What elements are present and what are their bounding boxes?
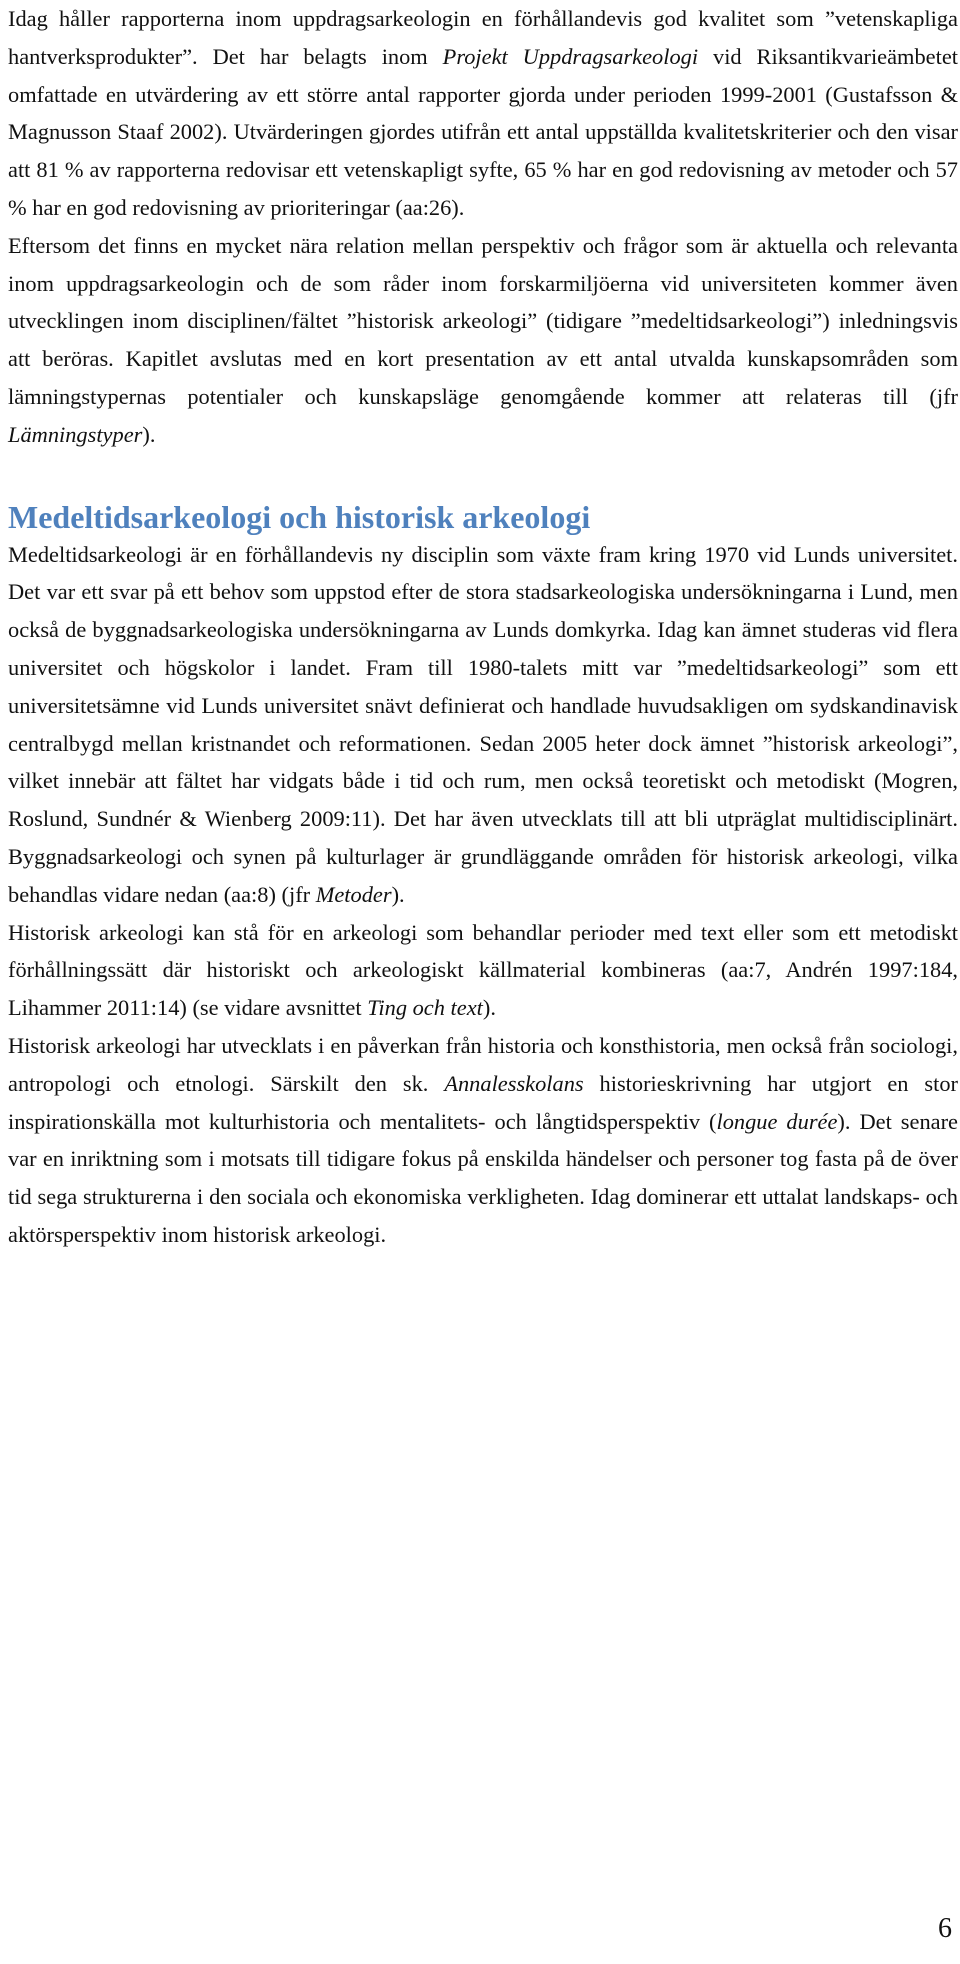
paragraph-text: Medeltidsarkeologi är en förhållandevis ny disciplin som växte fram kring 1970 vid Lunds universitet. Det var ett svar på ett behov som uppstod efter de stora stadsarkeologiska undersökningarna i Lund, men också de byggnadsarkeologiska undersökningarna av Lunds domkyrka. Idag kan ämnet studeras vid flera universitet och högskolor i landet. Fram till 1980-talets mitt var ”medeltidsarkeologi” som ett universitetsämne vid Lunds universitet snävt definierat och handlade huvudsakligen om sydskandinavisk centralbygd mellan kristnandet och reformationen. Sedan 2005 heter dock ämnet ”historisk arkeologi”, vilket innebär att fältet har vidgats både i tid och rum, men också teoretiskt och metodiskt (Mogren, Roslund, Sundnér & Wienberg 2009:11). Det har även utvecklats till att bli utpräglat multidisciplinärt. Byggnadsarkeologi och synen på kulturlager är grundläggande områden för historisk arkeologi, vilka behandlas vidare nedan (aa:8) (jfr xyxy=(8,541,958,907)
paragraph-influences xyxy=(8,1027,958,1254)
paragraph-text: vid Riksantikvarieämbetet omfattade en utvärdering av ett större antal rapporter gjorda under perioden 1999-2001 (Gustafsson & Magnusson Staaf 2002). Utvärderingen gjordes utifrån ett antal uppställda kvalitetskriterier och den visar att 81 % av rapporterna redovisar ett vetenskapligt syfte, 65 % har en god redovisning av metoder och 57 % har en god redovisning av prioriteringar (aa:26). xyxy=(8,43,958,220)
paragraph-text: ). xyxy=(391,881,405,907)
paragraph-historical-archaeology-definition xyxy=(8,914,958,1027)
italic-reference-ting-och-text: Ting och text xyxy=(367,995,483,1021)
paragraph-text: Historisk arkeologi kan stå för en arkeologi som behandlar perioder med text eller som ett metodiskt förhållningssätt där historiskt och arkeologiskt källmaterial kombineras (aa:7, Andrén 1997:184, Lihammer 2011:14) (se vidare avsnittet xyxy=(8,919,958,1021)
paragraph-text: ). Det senare var en inriktning som i motsats till tidigare fokus på enskilda händelser och personer tog fasta på de över tid sega strukturerna i den sociala och ekonomiska verkligheten. Idag dominerar ett uttalat landskaps- och aktörsperspektiv inom historisk arkeologi. xyxy=(8,1108,958,1247)
italic-term-projekt-uppdragsarkeologi: Projekt Uppdragsarkeologi xyxy=(442,43,699,69)
paragraph-perspectives xyxy=(8,227,958,454)
paragraph-text: ). xyxy=(142,421,156,447)
paragraph-medieval-archaeology xyxy=(8,536,958,914)
section-heading: Medeltidsarkeologi och historisk arkeologi xyxy=(8,498,591,535)
paragraph-text: Idag håller rapporterna inom uppdragsarkeologin en förhållandevis god kvalitet som ”vetenskapliga hantverksprodukter”. Det har belagts inom xyxy=(8,6,958,69)
italic-reference-metoder: Metoder xyxy=(315,881,392,907)
paragraph-text: Historisk arkeologi har utvecklats i en påverkan från historia och konsthistoria, men också från sociologi, antropologi och etnologi. Särskilt den sk. xyxy=(8,1032,958,1096)
paragraph-text: historieskrivning har utgjort en stor inspirationskälla mot kulturhistoria och mentalitets- och långtidsperspektiv ( xyxy=(8,1070,958,1134)
paragraph-text: ). xyxy=(482,995,496,1021)
document-page xyxy=(8,0,958,1254)
italic-term-longue-duree: longue durée xyxy=(716,1108,838,1134)
italic-term-annalesskolans: Annalesskolans xyxy=(444,1070,584,1096)
paragraph-text: Eftersom det finns en mycket nära relation mellan perspektiv och frågor som är aktuella och relevanta inom uppdragsarkeologin och de som råder inom forskarmiljöerna vid universiteten kommer även utvecklingen inom disciplinen/fältet ”historisk arkeologi” (tidigare ”medeltidsarkeologi”) inledningsvis att beröras. Kapitlet avslutas med en kort presentation av ett antal utvalda kunskapsområden som lämningstypernas potentialer och kunskapsläge genomgående kommer att relateras till (jfr xyxy=(8,232,958,409)
page-number: 6 xyxy=(938,1913,952,1944)
paragraph-report-quality xyxy=(8,0,958,227)
italic-reference-lamningstyper: Lämningstyper xyxy=(8,421,143,447)
